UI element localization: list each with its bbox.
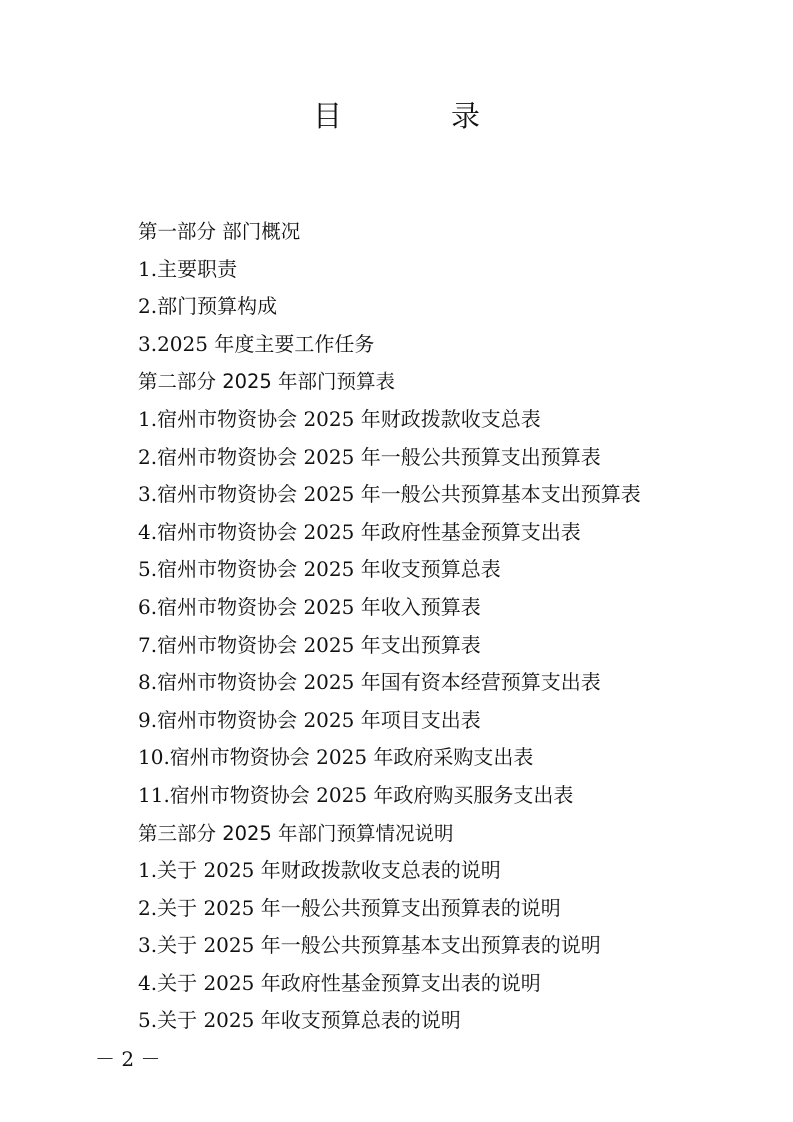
table-of-contents xyxy=(138,213,758,1040)
toc-entry: 11.宿州市物资协会 2025 年政府购买服务支出表 xyxy=(138,782,574,807)
toc-part-heading: 第一部分 部门概况 xyxy=(138,220,301,243)
toc-entry: 1.宿州市物资协会 2025 年财政拨款收支总表 xyxy=(138,406,541,431)
toc-entry: 3.宿州市物资协会 2025 年一般公共预算基本支出预算表 xyxy=(138,482,641,507)
toc-entry: 3.2025 年度主要工作任务 xyxy=(138,331,375,356)
toc-entry: 5.关于 2025 年收支预算总表的说明 xyxy=(138,1008,461,1033)
toc-entry: 5.宿州市物资协会 2025 年收支预算总表 xyxy=(138,557,501,582)
page-title: 目 录 xyxy=(312,99,520,133)
toc-entry: 2.关于 2025 年一般公共预算支出预算表的说明 xyxy=(138,895,561,920)
toc-entry: 4.关于 2025 年政府性基金预算支出表的说明 xyxy=(138,970,541,995)
toc-entry: 1.主要职责 xyxy=(138,256,238,281)
page-number: － 2 － xyxy=(95,1047,161,1071)
toc-entry: 9.宿州市物资协会 2025 年项目支出表 xyxy=(138,707,481,732)
toc-part-heading: 第二部分 2025 年部门预算表 xyxy=(138,370,396,394)
toc-entry: 2.宿州市物资协会 2025 年一般公共预算支出预算表 xyxy=(138,444,601,469)
toc-entry: 6.宿州市物资协会 2025 年收入预算表 xyxy=(138,594,481,619)
toc-entry: 4.宿州市物资协会 2025 年政府性基金预算支出表 xyxy=(138,519,581,544)
toc-entry: 10.宿州市物资协会 2025 年政府采购支出表 xyxy=(138,745,534,770)
toc-entry: 1.关于 2025 年财政拨款收支总表的说明 xyxy=(138,858,501,883)
toc-entry: 2.部门预算构成 xyxy=(138,294,278,319)
toc-entry: 8.宿州市物资协会 2025 年国有资本经营预算支出表 xyxy=(138,670,601,695)
toc-entry: 7.宿州市物资协会 2025 年支出预算表 xyxy=(138,632,481,657)
toc-part-heading: 第三部分 2025 年部门预算情况说明 xyxy=(138,821,454,845)
toc-entry: 3.关于 2025 年一般公共预算基本支出预算表的说明 xyxy=(138,933,601,958)
